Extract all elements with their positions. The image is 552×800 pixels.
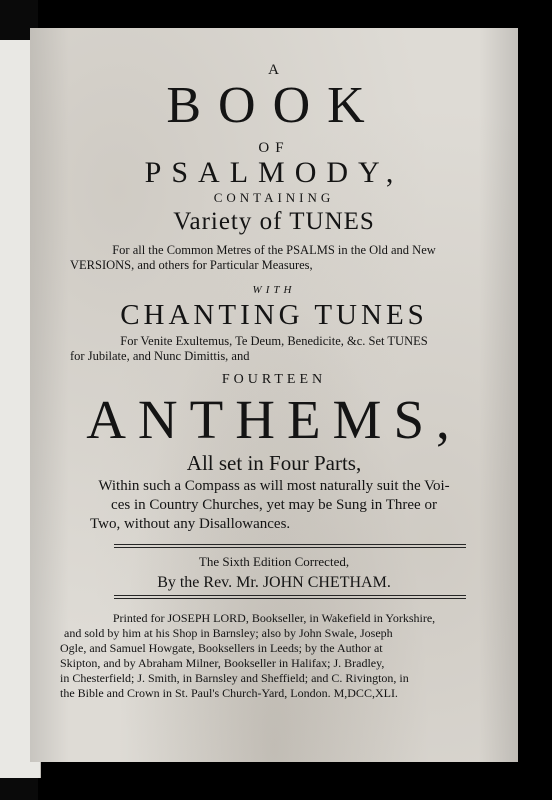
canticles-line-2: for Jubilate, and Nunc Dimittis, and [70, 349, 250, 363]
imprint-line: in Chesterfield; J. Smith, in Barnsley and Sheffield; and C. Rivington, in [60, 671, 409, 685]
compass-line-1: Within such a Compass as will most naturally suit the Voi- [98, 478, 450, 494]
canticles-line-1: For Venite Exultemus, Te Deum, Benedicite, &c. Set TUNES [120, 334, 428, 348]
edition-statement: The Sixth Edition Corrected, [198, 554, 350, 569]
title-containing: CONTAINING [213, 190, 335, 205]
compass-line-3: Two, without any Disallowances. [90, 516, 291, 532]
divider-rule [114, 595, 466, 596]
author-line: By the Rev. Mr. JOHN CHETHAM. [157, 574, 391, 591]
subtitle-four-parts: All set in Four Parts, [186, 451, 362, 475]
subtitle-variety-of-tunes: Variety of TUNES [173, 208, 375, 235]
title-book: BOOK [166, 77, 382, 134]
title-of: OF [258, 140, 290, 156]
imprint-line: Ogle, and Samuel Howgate, Booksellers in Leeds; by the Author at [60, 641, 383, 655]
divider-rule [114, 598, 466, 599]
divider-rule [114, 544, 466, 545]
imprint-line: the Bible and Crown in St. Paul's Church-Yard, London. M,DCC,XLI. [60, 686, 398, 700]
title-article: A [268, 62, 280, 78]
imprint-line: and sold by him at his Shop in Barnsley; also by John Swale, Joseph [64, 626, 393, 640]
imprint-line: Skipton, and by Abraham Milner, Bookseller in Halifax; J. Bradley, [60, 656, 385, 670]
title-psalmody: PSALMODY, [144, 156, 404, 189]
description-line-1: For all the Common Metres of the PSALMS in the Old and New [112, 243, 436, 257]
subtitle-anthems: ANTHEMS, [86, 389, 462, 450]
title-with: WITH [252, 284, 296, 296]
description-line-2: VERSIONS, and others for Particular Measures, [70, 258, 313, 272]
title-page [30, 28, 518, 762]
imprint-line: Printed for JOSEPH LORD, Bookseller, in Wakefield in Yorkshire, [112, 611, 436, 625]
subtitle-chanting-tunes: CHANTING TUNES [120, 299, 428, 331]
compass-line-2: ces in Country Churches, yet may be Sung in Three or [111, 497, 437, 513]
title-fourteen: FOURTEEN [221, 372, 327, 387]
divider-rule [114, 547, 466, 548]
